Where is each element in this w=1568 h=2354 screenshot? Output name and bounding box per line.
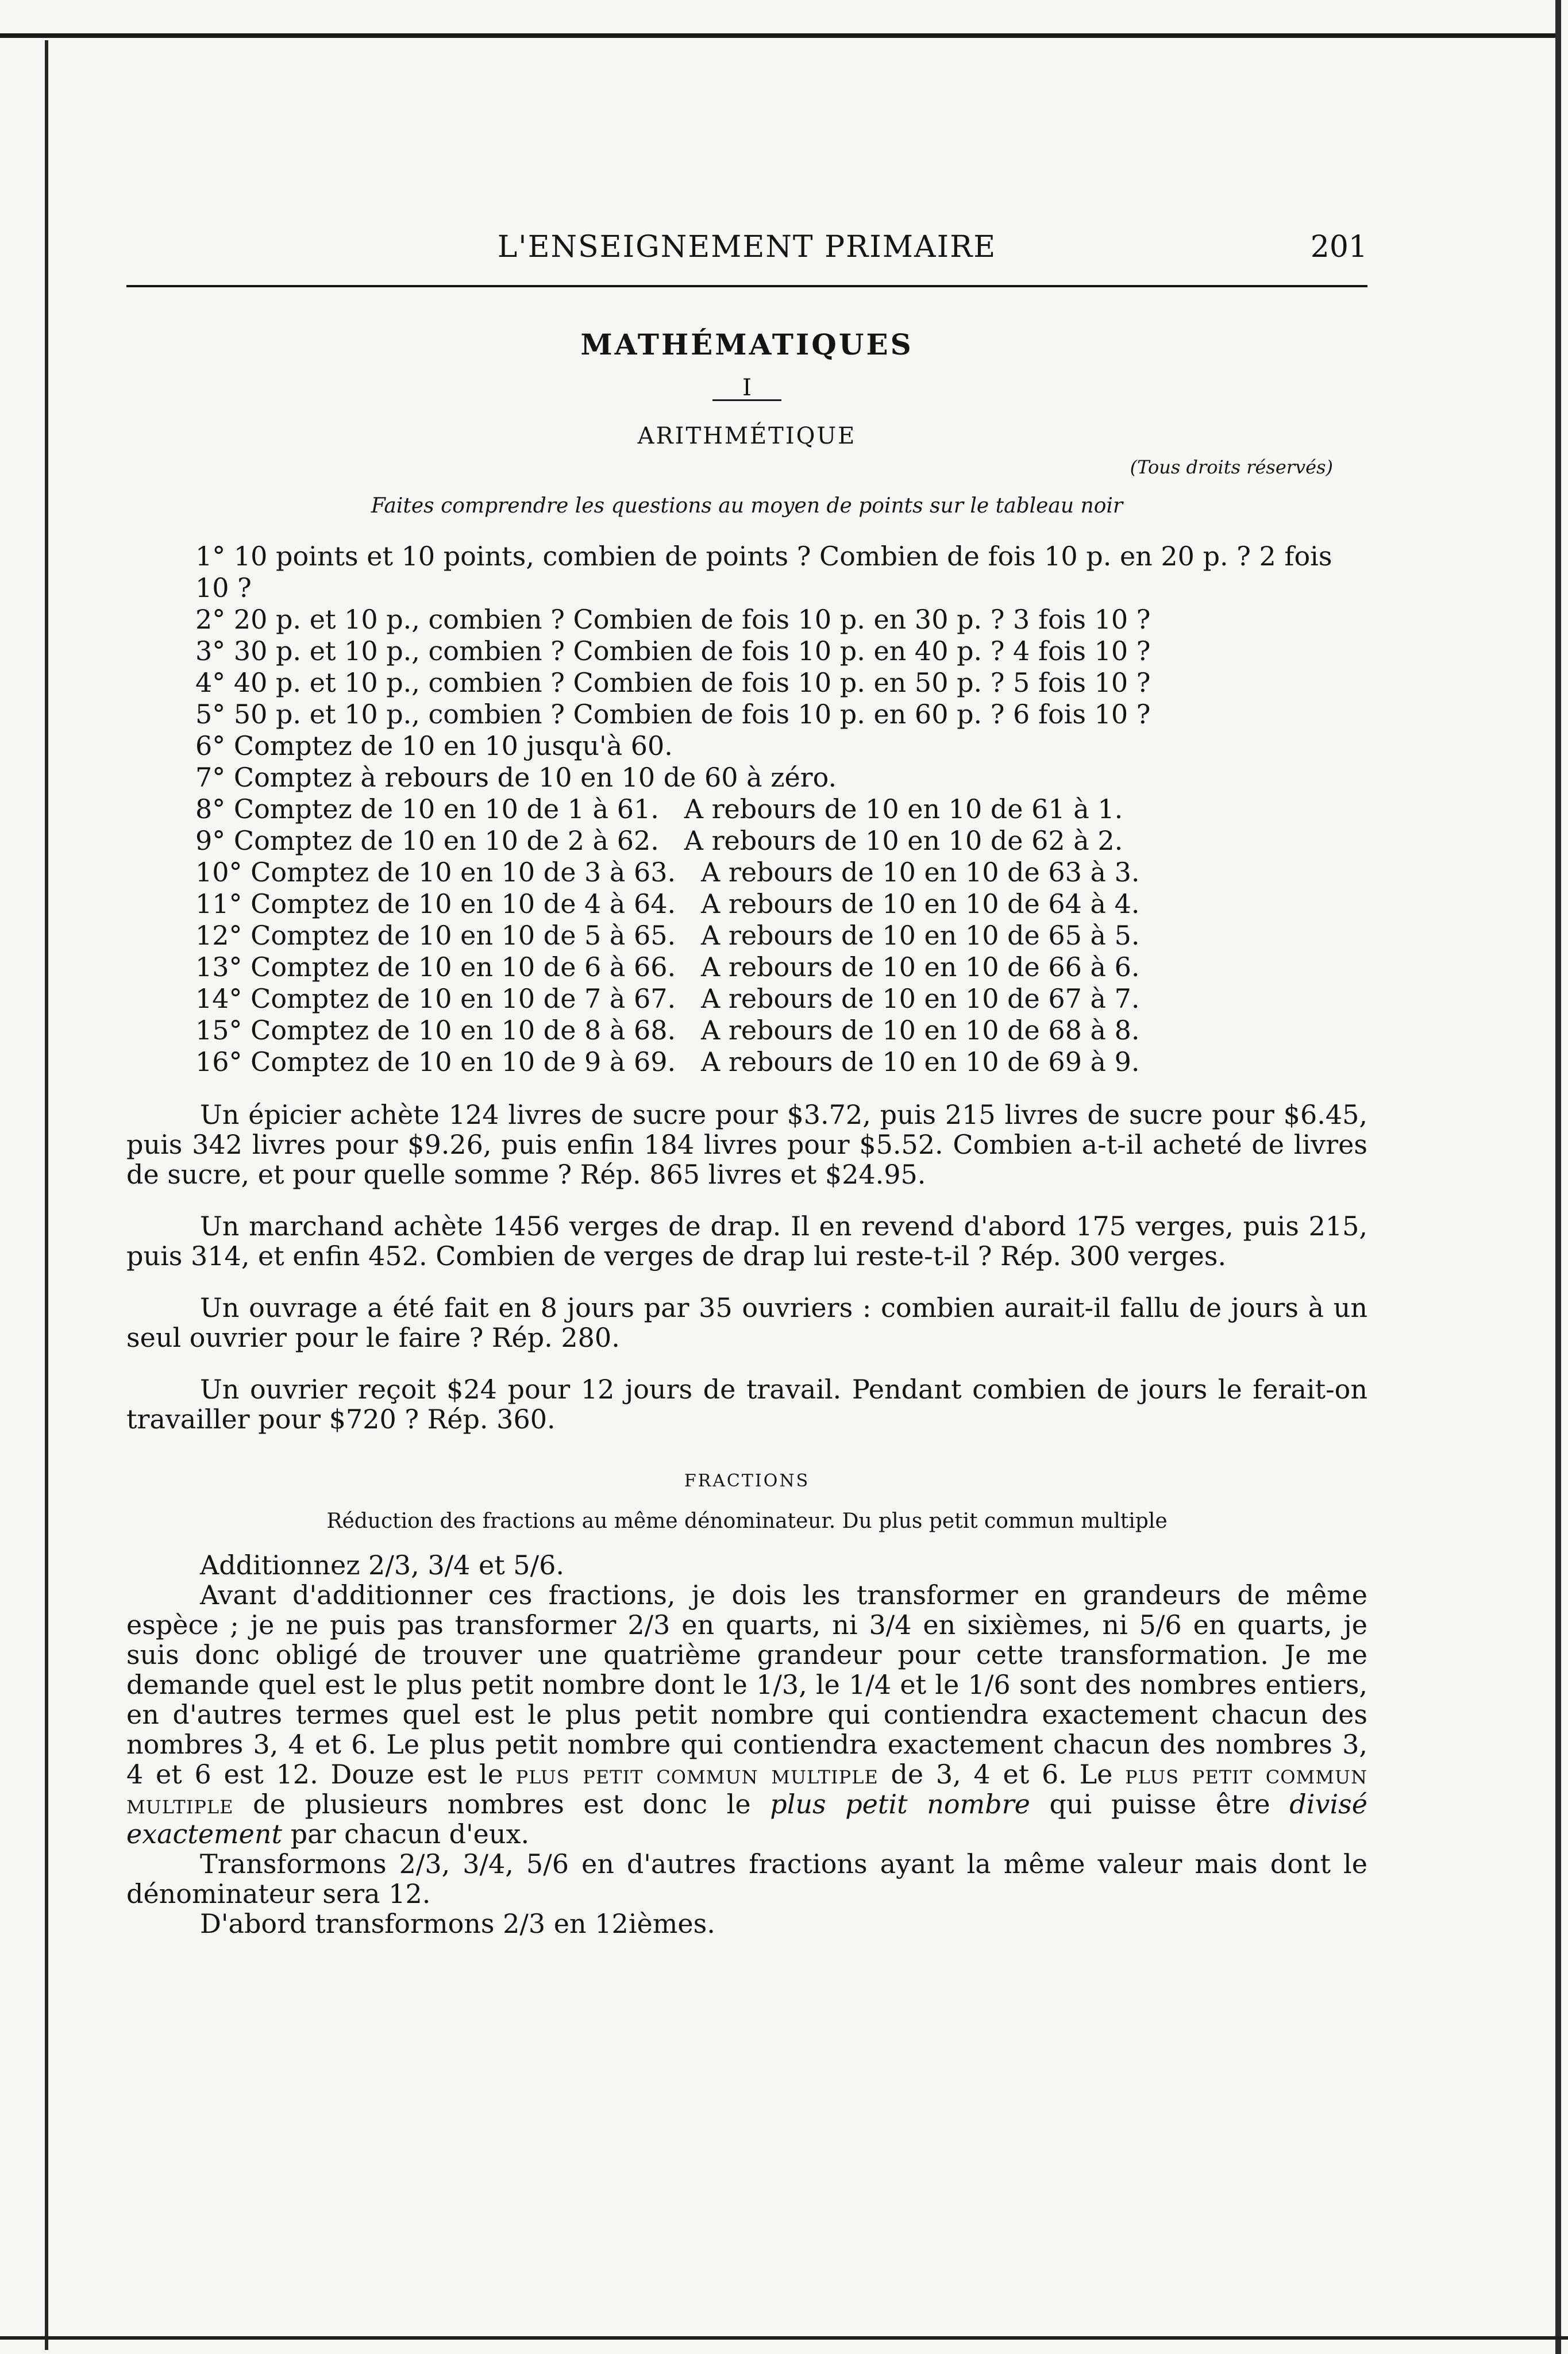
fractions-paragraph	[126, 1580, 1367, 1849]
fractions-paragraph: D'abord transformons 2/3 en 12ièmes.	[200, 1908, 715, 1939]
text-run: de 3, 4 et 6. Le	[878, 1759, 1126, 1790]
fractions-body	[126, 1550, 1367, 1939]
page-number: 201	[1310, 230, 1367, 264]
scan-right-edge	[1555, 0, 1561, 2354]
scan-bottom-edge	[0, 2336, 1568, 2340]
emphasis-smallcaps: plus petit commun multiple	[126, 1759, 1367, 1820]
question-item: 5° 50 p. et 10 p., combien ? Combien de fois 10 p. en 60 p. ? 6 fois 10 ?	[195, 699, 1151, 730]
fractions-title: FRACTIONS	[684, 1471, 810, 1491]
question-item: 13° Comptez de 10 en 10 de 6 à 66. A rebours de 10 en 10 de 66 à 6.	[195, 951, 1140, 983]
subsection-title: ARITHMÉTIQUE	[637, 423, 857, 449]
scan-top-edge	[0, 33, 1557, 38]
question-item: 6° Comptez de 10 en 10 jusqu'à 60.	[195, 730, 673, 761]
problem-paragraph: Un épicier achète 124 livres de sucre pour $3.72, puis 215 livres de sucre pour $6.45, puis 342 livres pour $9.26, puis enfin 184 livres pour $5.52. Combien a-t-il acheté de livres de sucre, et pour quelle somme ? Rép. 865 livres et $24.95.	[126, 1099, 1367, 1190]
question-item: 15° Comptez de 10 en 10 de 8 à 68. A rebours de 10 en 10 de 68 à 8.	[195, 1015, 1140, 1046]
instruction-text: Faites comprendre les questions au moyen de points sur le tableau noir	[371, 494, 1123, 518]
question-item: 8° Comptez de 10 en 10 de 1 à 61. A rebours de 10 en 10 de 61 à 1.	[195, 793, 1123, 825]
roman-numeral	[126, 376, 1367, 401]
text-run: de plusieurs nombres est donc le	[233, 1789, 770, 1820]
question-item: 14° Comptez de 10 en 10 de 7 à 67. A rebours de 10 en 10 de 67 à 7.	[195, 983, 1140, 1014]
roman-numeral-text: I	[742, 375, 752, 401]
fractions-subtitle: Réduction des fractions au même dénominateur. Du plus petit commun multiple	[326, 1509, 1168, 1533]
problem-paragraph: Un marchand achète 1456 verges de drap. Il en revend d'abord 175 verges, puis 215, puis 314, et enfin 452. Combien de verges de drap lui reste-t-il ? Rép. 300 verges.	[126, 1211, 1367, 1272]
emphasis-smallcaps: plus petit commun multiple	[515, 1759, 879, 1790]
question-item: 10° Comptez de 10 en 10 de 3 à 63. A rebours de 10 en 10 de 63 à 3.	[195, 857, 1140, 888]
header-rule	[126, 285, 1367, 287]
fractions-paragraph: Transformons 2/3, 3/4, 5/6 en d'autres fractions ayant la même valeur mais dont le dénominateur sera 12.	[126, 1848, 1367, 1909]
text-run: qui puisse être	[1030, 1789, 1290, 1820]
question-item: 3° 30 p. et 10 p., combien ? Combien de fois 10 p. en 40 p. ? 4 fois 10 ?	[195, 635, 1151, 666]
question-item: 9° Comptez de 10 en 10 de 2 à 62. A rebours de 10 en 10 de 62 à 2.	[195, 825, 1123, 856]
question-item: 4° 40 p. et 10 p., combien ? Combien de fois 10 p. en 50 p. ? 5 fois 10 ?	[195, 667, 1151, 698]
emphasis-italic: divisé exactement	[126, 1789, 1367, 1850]
page	[126, 218, 1367, 1939]
question-item: 2° 20 p. et 10 p., combien ? Combien de fois 10 p. en 30 p. ? 3 fois 10 ?	[195, 604, 1151, 635]
scan-left-edge	[45, 40, 48, 2350]
question-item: 11° Comptez de 10 en 10 de 4 à 64. A rebours de 10 en 10 de 64 à 4.	[195, 888, 1140, 919]
running-head	[126, 218, 1367, 270]
emphasis-italic: plus petit nombre	[770, 1789, 1030, 1820]
fractions-paragraph: Additionnez 2/3, 3/4 et 5/6.	[200, 1550, 564, 1581]
problem-paragraph: Un ouvrier reçoit $24 pour 12 jours de travail. Pendant combien de jours le ferait-on travailler pour $720 ? Rép. 360.	[126, 1374, 1367, 1435]
text-run: Avant d'additionner ces fractions, je dois les transformer en grandeurs de même espèce ; je ne puis pas transformer 2/3 en quarts, ni 3/4 en sixièmes, ni 5/6 en quarts, je suis donc obligé de trouver une quatrième grandeur pour cette transformation. Je me demande quel est le plus petit nombre dont le 1/3, le 1/4 et le 1/6 sont des nombres entiers, en d'autres termes quel est le plus petit nombre qui contiendra exactement chacun des nombres 3, 4 et 6. Le plus petit nombre qui contiendra exactement chacun des nombres 3, 4 et 6 est 12. Douze est le	[126, 1579, 1367, 1790]
question-item: 1° 10 points et 10 points, combien de points ? Combien de fois 10 p. en 20 p. ? 2 fois 10 ?	[195, 541, 1332, 603]
question-item: 16° Comptez de 10 en 10 de 9 à 69. A rebours de 10 en 10 de 69 à 9.	[195, 1046, 1140, 1077]
section-title: MATHÉMATIQUES	[580, 328, 914, 361]
question-item: 12° Comptez de 10 en 10 de 5 à 65. A rebours de 10 en 10 de 65 à 5.	[195, 920, 1140, 951]
problem-paragraph: Un ouvrage a été fait en 8 jours par 35 ouvriers : combien aurait-il fallu de jours à un seul ouvrier pour le faire ? Rép. 280.	[126, 1292, 1367, 1353]
running-title: L'ENSEIGNEMENT PRIMAIRE	[497, 230, 997, 264]
question-list	[126, 541, 1367, 1078]
question-item: 7° Comptez à rebours de 10 en 10 de 60 à zéro.	[195, 762, 837, 793]
rights-notice: (Tous droits réservés)	[1130, 456, 1333, 478]
text-run: par chacun d'eux.	[282, 1819, 530, 1850]
